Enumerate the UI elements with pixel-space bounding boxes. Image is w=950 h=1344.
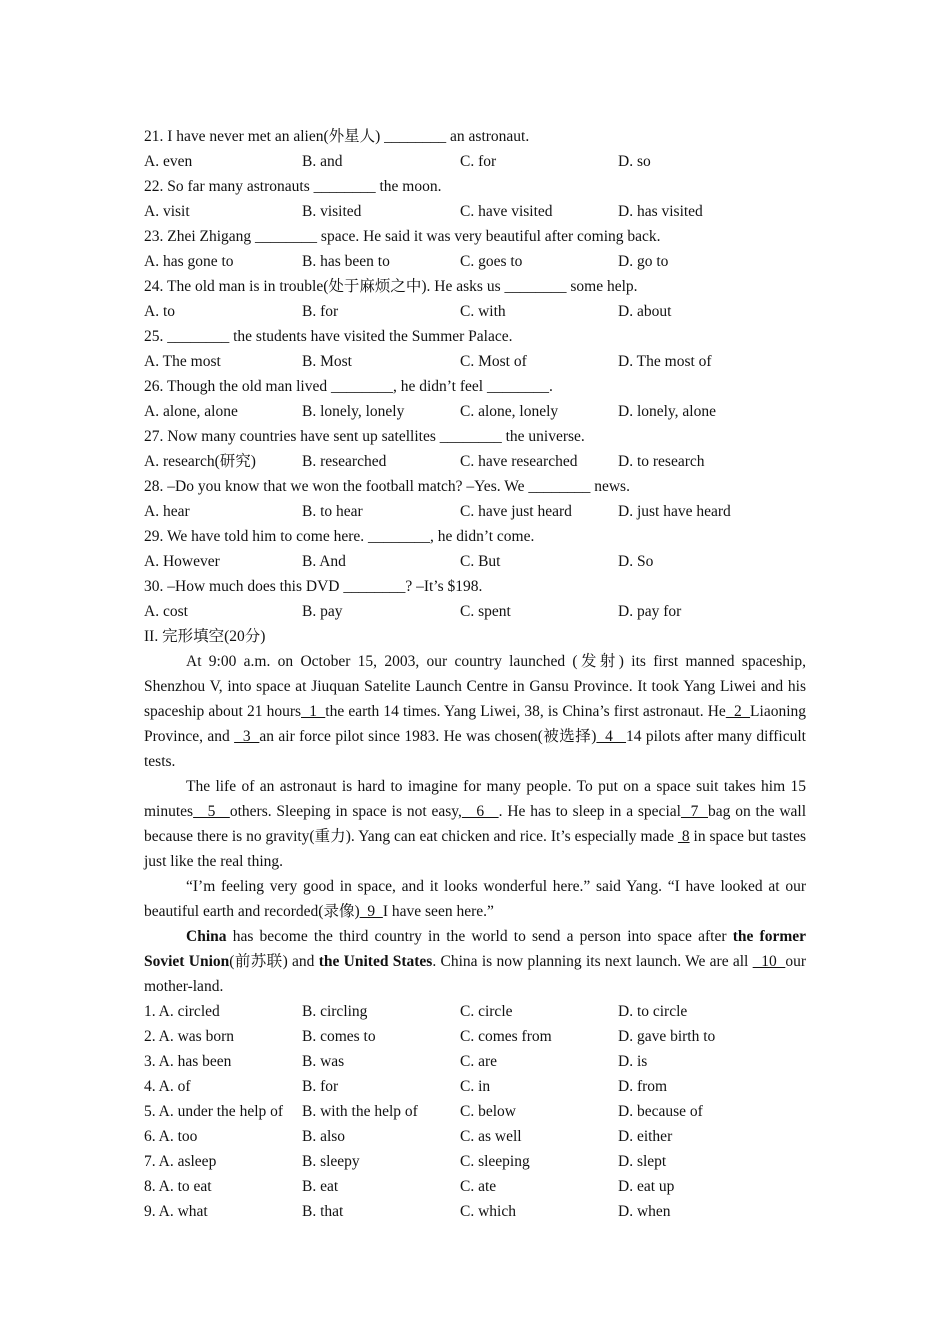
passage-text: our mother-land. bbox=[144, 953, 806, 995]
option-a: 3. A. has been bbox=[144, 1053, 232, 1070]
question-24 bbox=[144, 274, 806, 324]
option-c: C. sleeping bbox=[460, 1153, 530, 1170]
option-b: B. has been to bbox=[302, 253, 390, 270]
question-22 bbox=[144, 174, 806, 224]
option-b: B. eat bbox=[302, 1178, 339, 1195]
option-a: A. cost bbox=[144, 603, 188, 620]
answer-options bbox=[144, 549, 806, 574]
question-stem: 21. I have never met an alien(外星人) ________ an astronaut. bbox=[144, 128, 530, 145]
passage-text: Liaoning Province, and bbox=[144, 703, 807, 745]
answer-options bbox=[144, 499, 806, 524]
passage-text: an air force pilot since 1983. He was chosen(被选择) bbox=[259, 728, 597, 745]
passage-text: . China is now planning its next launch. We are all bbox=[432, 953, 753, 970]
option-a: 9. A. what bbox=[144, 1203, 208, 1220]
option-c: C. But bbox=[460, 553, 501, 570]
passage-text: (前苏联) and bbox=[229, 953, 319, 970]
question-stem: 26. Though the old man lived ________, he didn’t feel ________. bbox=[144, 378, 553, 395]
option-c: C. spent bbox=[460, 603, 511, 620]
option-d: D. about bbox=[618, 303, 672, 320]
option-d: D. pay for bbox=[618, 603, 682, 620]
blank-7: 7 bbox=[680, 803, 709, 820]
option-c: C. as well bbox=[460, 1128, 522, 1145]
passage-text: the earth 14 times. Yang Liwei, 38, is China’s first astronaut. He bbox=[325, 703, 726, 720]
option-c: C. have visited bbox=[460, 203, 553, 220]
question-28 bbox=[144, 474, 806, 524]
option-a: A. alone, alone bbox=[144, 403, 238, 420]
option-c: C. have researched bbox=[460, 453, 578, 470]
blank-8: 8 bbox=[677, 828, 690, 845]
blank-5: 5 bbox=[193, 803, 230, 820]
question-26 bbox=[144, 374, 806, 424]
answer-options bbox=[144, 449, 806, 474]
option-c: C. comes from bbox=[460, 1028, 552, 1045]
blank-1: 1 bbox=[301, 703, 326, 720]
option-d: D. is bbox=[618, 1053, 648, 1070]
option-d: D. So bbox=[618, 553, 654, 570]
question-stem: 22. So far many astronauts ________ the moon. bbox=[144, 178, 442, 195]
option-d: D. eat up bbox=[618, 1178, 675, 1195]
question-21 bbox=[144, 124, 806, 174]
option-b: B. sleepy bbox=[302, 1153, 360, 1170]
option-d: D. just have heard bbox=[618, 503, 731, 520]
passage-paragraph-3 bbox=[144, 874, 806, 924]
option-b: B. comes to bbox=[302, 1028, 376, 1045]
option-c: C. with bbox=[460, 303, 506, 320]
option-d: D. to circle bbox=[618, 1003, 688, 1020]
option-b: B. also bbox=[302, 1128, 346, 1145]
option-d: D. The most of bbox=[618, 353, 712, 370]
question-27 bbox=[144, 424, 806, 474]
option-a: 1. A. circled bbox=[144, 1003, 220, 1020]
option-d: D. so bbox=[618, 153, 651, 170]
answer-options bbox=[144, 299, 806, 324]
option-d: D. when bbox=[618, 1203, 671, 1220]
option-b: B. and bbox=[302, 153, 343, 170]
blank-9: 9 bbox=[359, 903, 383, 920]
page-content bbox=[144, 124, 806, 1224]
option-a: 8. A. to eat bbox=[144, 1178, 212, 1195]
option-b: B. visited bbox=[302, 203, 362, 220]
option-a: A. to bbox=[144, 303, 175, 320]
answer-options bbox=[144, 249, 806, 274]
answer-options bbox=[144, 399, 806, 424]
choice-row-6 bbox=[144, 1124, 806, 1149]
cloze-passage bbox=[144, 649, 806, 999]
option-c: C. in bbox=[460, 1078, 491, 1095]
option-c: C. have just heard bbox=[460, 503, 572, 520]
option-c: C. Most of bbox=[460, 353, 527, 370]
question-stem: 25. ________ the students have visited the Summer Palace. bbox=[144, 328, 513, 345]
bold-text: the United States bbox=[318, 953, 433, 970]
bold-text: China bbox=[186, 928, 227, 945]
option-d: D. lonely, alone bbox=[618, 403, 716, 420]
passage-text: “I’m feeling very good in space, and it looks wonderful here.” said Yang. “I have looked at our beautiful earth and recorded(录像) bbox=[144, 878, 806, 920]
option-a: A. has gone to bbox=[144, 253, 234, 270]
option-a: A. The most bbox=[144, 353, 221, 370]
choice-row-3 bbox=[144, 1049, 806, 1074]
blank-10: 10 bbox=[752, 953, 786, 970]
option-b: B. Most bbox=[302, 353, 352, 370]
answer-options bbox=[144, 349, 806, 374]
option-a: A. even bbox=[144, 153, 193, 170]
choice-row-4 bbox=[144, 1074, 806, 1099]
passage-text: has become the third country in the world to send a person into space after bbox=[226, 928, 733, 945]
option-b: B. that bbox=[302, 1203, 344, 1220]
choice-row-9 bbox=[144, 1199, 806, 1224]
passage-text: At 9:00 a.m. on October 15, 2003, our country launched (发射) its first manned spaceship, Shenzhou V, into space at Jiuquan Satelite Launch Centre in Gansu Province. It took Yang Liwei and his spaceship about 21 hours bbox=[144, 653, 806, 720]
option-b: B. And bbox=[302, 553, 346, 570]
option-d: D. from bbox=[618, 1078, 668, 1095]
passage-text: I have seen here.” bbox=[382, 903, 494, 920]
option-a: 7. A. asleep bbox=[144, 1153, 217, 1170]
question-23 bbox=[144, 224, 806, 274]
option-a: A. research(研究) bbox=[144, 453, 256, 470]
question-stem: 27. Now many countries have sent up satellites ________ the universe. bbox=[144, 428, 585, 445]
option-c: C. are bbox=[460, 1053, 498, 1070]
choice-row-5 bbox=[144, 1099, 806, 1124]
passage-text: The life of an astronaut is hard to imagine for many people. To put on a space suit takes him 15 minutes bbox=[144, 778, 806, 820]
passage-text: . He has to sleep in a special bbox=[498, 803, 681, 820]
option-c: C. below bbox=[460, 1103, 516, 1120]
question-stem: 30. –How much does this DVD ________? –It’s $198. bbox=[144, 578, 483, 595]
question-30 bbox=[144, 574, 806, 624]
option-b: B. lonely, lonely bbox=[302, 403, 405, 420]
question-stem: 28. –Do you know that we won the football match? –Yes. We ________ news. bbox=[144, 478, 630, 495]
option-d: D. slept bbox=[618, 1153, 667, 1170]
question-25 bbox=[144, 324, 806, 374]
choice-row-7 bbox=[144, 1149, 806, 1174]
blank-3: 3 bbox=[234, 728, 260, 745]
option-b: B. circling bbox=[302, 1003, 368, 1020]
answer-options bbox=[144, 199, 806, 224]
option-d: D. has visited bbox=[618, 203, 703, 220]
option-a: 6. A. too bbox=[144, 1128, 198, 1145]
choice-row-8 bbox=[144, 1174, 806, 1199]
bold-text: the former Soviet Union bbox=[144, 928, 806, 970]
choice-row-2 bbox=[144, 1024, 806, 1049]
option-a: 5. A. under the help of bbox=[144, 1103, 284, 1120]
option-d: D. gave birth to bbox=[618, 1028, 716, 1045]
option-c: C. goes to bbox=[460, 253, 523, 270]
option-a: A. However bbox=[144, 553, 220, 570]
blank-6: 6 bbox=[461, 803, 499, 820]
passage-text: in space but tastes just like the real thing. bbox=[144, 828, 806, 870]
choice-row-1 bbox=[144, 999, 806, 1024]
option-a: 2. A. was born bbox=[144, 1028, 234, 1045]
passage-paragraph-1 bbox=[144, 649, 806, 774]
option-c: C. ate bbox=[460, 1178, 497, 1195]
question-29 bbox=[144, 524, 806, 574]
option-c: C. alone, lonely bbox=[460, 403, 559, 420]
question-stem: 29. We have told him to come here. ________, he didn’t come. bbox=[144, 528, 535, 545]
answer-options bbox=[144, 149, 806, 174]
passage-text: 14 pilots after many difficult tests. bbox=[144, 728, 806, 770]
answer-options bbox=[144, 599, 806, 624]
option-a: A. visit bbox=[144, 203, 190, 220]
question-stem: 23. Zhei Zhigang ________ space. He said it was very beautiful after coming back. bbox=[144, 228, 661, 245]
option-d: D. go to bbox=[618, 253, 669, 270]
option-d: D. either bbox=[618, 1128, 673, 1145]
cloze-choices bbox=[144, 999, 806, 1224]
option-c: C. circle bbox=[460, 1003, 513, 1020]
option-b: B. researched bbox=[302, 453, 387, 470]
question-stem: 24. The old man is in trouble(处于麻烦之中). He asks us ________ some help. bbox=[144, 278, 638, 295]
option-c: C. which bbox=[460, 1203, 516, 1220]
passage-text: bag on the wall because there is no gravity(重力). Yang can eat chicken and rice. It’s especially made bbox=[144, 803, 807, 845]
option-b: B. to hear bbox=[302, 503, 363, 520]
option-b: B. pay bbox=[302, 603, 343, 620]
option-a: A. hear bbox=[144, 503, 190, 520]
passage-paragraph-4 bbox=[144, 924, 806, 999]
blank-4: 4 bbox=[596, 728, 627, 745]
option-d: D. to research bbox=[618, 453, 705, 470]
option-c: C. for bbox=[460, 153, 497, 170]
passage-paragraph-2 bbox=[144, 774, 806, 874]
option-b: B. for bbox=[302, 1078, 339, 1095]
passage-text: others. Sleeping in space is not easy, bbox=[229, 803, 462, 820]
option-a: 4. A. of bbox=[144, 1078, 191, 1095]
option-d: D. because of bbox=[618, 1103, 703, 1120]
option-b: B. with the help of bbox=[302, 1103, 418, 1120]
blank-2: 2 bbox=[725, 703, 751, 720]
option-b: B. was bbox=[302, 1053, 345, 1070]
option-b: B. for bbox=[302, 303, 339, 320]
section-heading: II. 完形填空(20分) bbox=[144, 628, 266, 645]
